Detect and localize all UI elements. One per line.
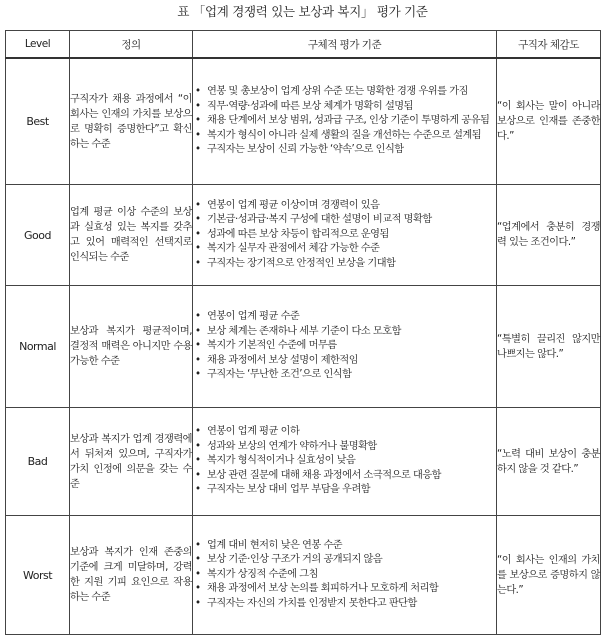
criteria-list [193,539,496,612]
criteria-cell [193,185,497,286]
criteria-list [193,199,496,272]
criteria-list [193,85,496,158]
level-cell: Good [6,185,70,286]
criteria-item: • 보상 기준·인상 구조가 거의 공개되지 않음 [193,553,496,568]
level-cell: Worst [6,516,70,635]
criteria-item: • 보상 체계는 존재하나 세부 기준이 다소 모호함 [193,325,496,340]
criteria-item: • 구직자는 자신의 가치를 인정받지 못한다고 판단함 [193,597,496,612]
level-cell: Best [6,58,70,185]
header-level: Level [6,31,70,59]
table-row [6,516,601,635]
criteria-item: • 복지가 상징적 수준에 그침 [193,568,496,583]
criteria-item: • 연봉 및 총보상이 업계 상위 수준 또는 명확한 경쟁 우위를 가짐 [193,85,496,100]
table-title: 표 「업계 경쟁력 있는 보상과 복지」 평가 기준 [177,4,428,19]
criteria-item: • 구직자는 ‘무난한 조건’으로 인식함 [193,368,496,383]
definition-cell: 업계 평균 이상 수준의 보상과 실효성 있는 복지를 갖추고 있어 매력적인 선택지로 인식되는 수준 [70,185,193,286]
criteria-item: • 구직자는 장기적으로 안정적인 보상을 기대함 [193,257,496,272]
criteria-item: • 복지가 기본적인 수준에 머무름 [193,339,496,354]
criteria-item: • 구직자는 보상이 신뢰 가능한 ‘약속’으로 인식함 [193,143,496,158]
perception-cell: “특별히 끌리진 않지만 나쁘지는 않다.” [497,286,601,408]
header-row [6,31,601,59]
criteria-item: • 복지가 형식적이거나 실효성이 낮음 [193,454,496,469]
criteria-item: • 구직자는 보상 대비 업무 부담을 우려함 [193,483,496,498]
perception-cell: “이 회사는 인재의 가치를 보상으로 증명하지 않는다.” [497,516,601,635]
criteria-item: • 직무·역량·성과에 따른 보상 체계가 명확히 설명됨 [193,100,496,115]
criteria-item: • 연봉이 업계 평균 수준 [193,310,496,325]
criteria-item: • 복지가 실무자 관점에서 체감 가능한 수준 [193,242,496,257]
criteria-item: • 기본급·성과급·복지 구성에 대한 설명이 비교적 명확함 [193,213,496,228]
criteria-item: • 채용 과정에서 보상 논의를 회피하거나 모호하게 처리함 [193,582,496,597]
criteria-list [193,310,496,383]
header-perception: 구직자 체감도 [497,31,601,59]
criteria-list [193,425,496,498]
level-cell: Bad [6,408,70,516]
definition-cell: 보상과 복지가 업계 경쟁력에서 뒤처져 있으며, 구직자가 가치 인정에 의문을 갖는 수준 [70,408,193,516]
criteria-item: • 연봉이 업계 평균 이상이며 경쟁력이 있음 [193,199,496,214]
perception-cell: “업계에서 충분히 경쟁력 있는 조건이다.” [497,185,601,286]
criteria-cell [193,286,497,408]
perception-cell: “노력 대비 보상이 충분하지 않을 것 같다.” [497,408,601,516]
criteria-item: • 업계 대비 현저히 낮은 연봉 수준 [193,539,496,554]
criteria-item: • 연봉이 업계 평균 이하 [193,425,496,440]
level-cell: Normal [6,286,70,408]
evaluation-table [5,30,601,635]
table-row [6,286,601,408]
table-row [6,408,601,516]
perception-cell: “이 회사는 말이 아니라 보상으로 인재를 존중한다.” [497,58,601,185]
table-row [6,58,601,185]
criteria-item: • 채용 과정에서 보상 설명이 제한적임 [193,354,496,369]
criteria-cell [193,408,497,516]
criteria-item: • 채용 단계에서 보상 범위, 성과급 구조, 인상 기준이 투명하게 공유됨 [193,114,496,129]
criteria-item: • 성과와 보상의 연계가 약하거나 불명확함 [193,440,496,455]
definition-cell: 구직자가 채용 과정에서 “이 회사는 인재의 가치를 보상으로 명확히 증명한다”고 확신하는 수준 [70,58,193,185]
criteria-cell [193,516,497,635]
definition-cell: 보상과 복지가 인재 존중의 기준에 크게 미달하며, 강력한 지원 기피 요인으로 작용하는 수준 [70,516,193,635]
criteria-item: • 보상 관련 질문에 대해 채용 과정에서 소극적으로 대응함 [193,469,496,484]
criteria-item: • 성과에 따른 보상 차등이 합리적으로 운영됨 [193,228,496,243]
criteria-cell [193,58,497,185]
definition-cell: 보상과 복지가 평균적이며, 결정적 매력은 아니지만 수용 가능한 수준 [70,286,193,408]
header-definition: 정의 [70,31,193,59]
table-row [6,185,601,286]
header-criteria: 구체적 평가 기준 [193,31,497,59]
criteria-item: • 복지가 형식이 아니라 실제 생활의 질을 개선하는 수준으로 설계됨 [193,129,496,144]
